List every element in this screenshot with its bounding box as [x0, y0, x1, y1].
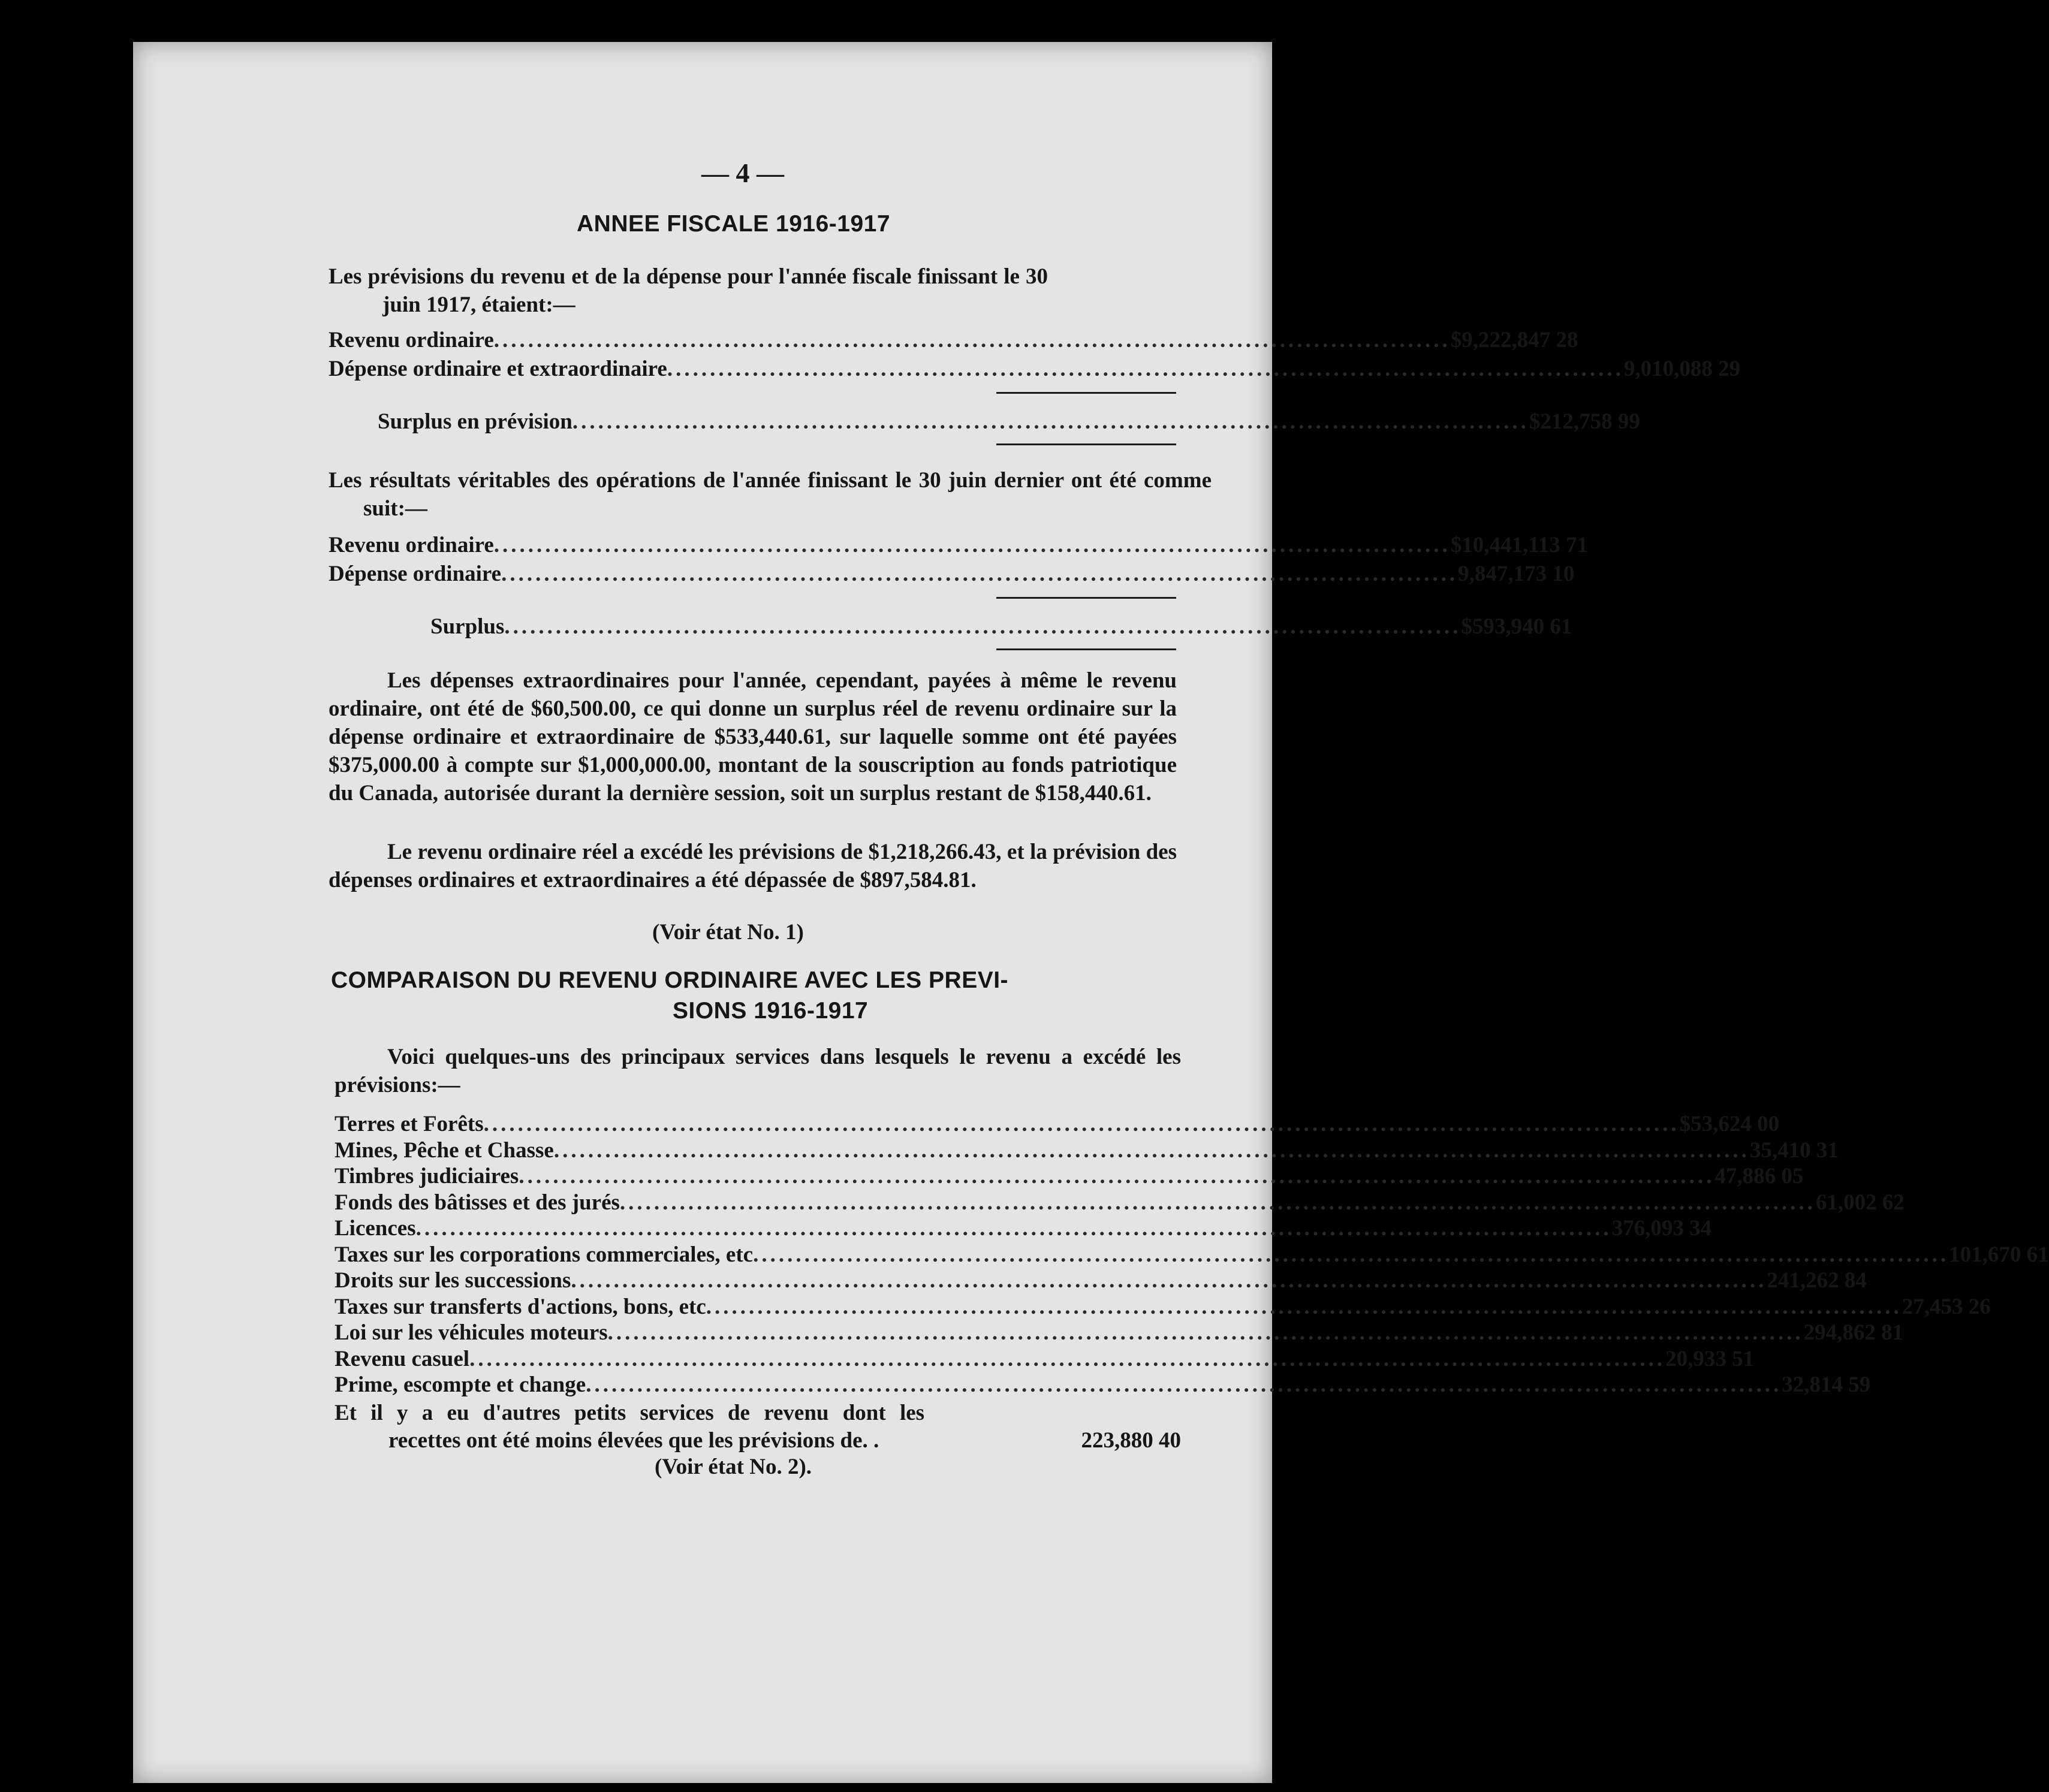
see-statement-2: (Voir état No. 2).	[655, 1455, 812, 1479]
row-amount: 9,222,847 28	[1462, 328, 1578, 352]
row-amount: 61,002 62	[1815, 1190, 1905, 1215]
row-label: Revenu ordinaire	[329, 328, 494, 352]
row-label: recettes ont été moins élevées que les prévisions de. .	[388, 1428, 879, 1453]
row-amount: 20,933 51	[1665, 1346, 1755, 1371]
row-label: Dépense ordinaire et extraordinaire	[329, 357, 667, 381]
row-label: Droits sur les successions	[335, 1268, 571, 1293]
row-label: Surplus	[430, 614, 505, 639]
sum-rule	[996, 392, 1176, 394]
row-currency: $	[1450, 328, 1462, 352]
row-label: Timbres judiciaires	[335, 1164, 519, 1188]
leader-dots: ............................................................................................................................................	[586, 1372, 1782, 1397]
row-label: Terres et Forêts	[335, 1112, 484, 1136]
row-label: Revenu ordinaire	[329, 533, 494, 557]
other-services-row	[388, 1428, 1181, 1454]
extraordinary-expenses-paragraph: Les dépenses extraordinaires pour l'année, cependant, payées à même le revenu ordinaire, ont été de $60,500.00, ce qui donne un surplus réel de revenu ordinaire sur la dépense ordinaire et extraordinaire de $533,440.61, sur laquelle somme ont été payées $375,000.00 à compte sur $1,000,000.00, montant de la souscription au fonds patriotique du Canada, autorisée durant la dernière session, soit un surplus restant de $158,440.61.	[329, 668, 1177, 806]
leader-dots: ............................................................................................................................................	[706, 1294, 1902, 1319]
service-row	[335, 1294, 1991, 1320]
leader-dots: ............................................................................................................................................	[483, 1112, 1680, 1136]
leader-dots: ................................................................................................................	[667, 357, 1624, 381]
leader-dots: ................................................................................................................	[493, 328, 1451, 352]
service-row	[335, 1268, 1867, 1294]
row-label: Taxes sur transferts d'actions, bons, etc	[335, 1294, 706, 1319]
row-amount: 9,010,088 29	[1623, 357, 1741, 381]
service-row	[335, 1372, 1871, 1398]
service-row	[335, 1190, 1905, 1216]
row-label: Prime, escompte et change	[335, 1372, 586, 1397]
leader-dots: ............................................................................................................................................	[415, 1216, 1612, 1241]
row-label: Licences	[335, 1216, 416, 1241]
row-label: Loi sur les véhicules moteurs	[335, 1320, 608, 1345]
row-label: Fonds des bâtisses et des jurés	[335, 1190, 620, 1215]
forecast-total-row	[378, 409, 1640, 435]
row-currency: $	[1450, 533, 1462, 557]
row-amount: 32,814 59	[1782, 1372, 1871, 1397]
page-number: — 4 —	[701, 158, 784, 188]
leader-dots: ................................................................................................................	[493, 533, 1451, 557]
service-row	[335, 1346, 1755, 1372]
other-services-line	[335, 1400, 1181, 1426]
row-amount: 294,862 81	[1803, 1320, 1904, 1345]
leader-dots: ............................................................................................................................................	[519, 1164, 1715, 1188]
section-title-fiscal-year: ANNEE FISCALE 1916-1917	[577, 211, 891, 237]
service-row	[335, 1111, 1780, 1138]
row-label: Taxes sur les corporations commerciales, etc	[335, 1242, 754, 1267]
leader-dots: ............................................................................................................................................	[571, 1268, 1767, 1293]
leader-dots: ................................................................................................................	[501, 562, 1459, 586]
row-label: Revenu casuel	[335, 1346, 470, 1371]
leader-dots: ............................................................................................................................................	[469, 1346, 1666, 1371]
row-label: Dépense ordinaire	[329, 562, 502, 586]
row-amount: 35,410 31	[1749, 1138, 1839, 1163]
leader-dots: ................................................................................................................	[504, 614, 1462, 639]
excess-paragraph: Le revenu ordinaire réel a excédé les prévisions de $1,218,266.43, et la prévision des dépenses ordinaires et extraordinaires a été dépassée de $897,584.81.	[329, 840, 1177, 892]
services-intro: Voici quelques-uns des principaux services dans lesquels le revenu a excédé les prévisions:—	[335, 1045, 1181, 1097]
row-amount: 241,262 84	[1767, 1268, 1867, 1293]
sum-rule	[996, 648, 1176, 650]
service-row	[335, 1163, 1804, 1190]
leader-dots: ............................................................................................................................................	[753, 1242, 1949, 1267]
row-amount: 10,441,113 71	[1462, 533, 1589, 557]
see-statement-1: (Voir état No. 1)	[652, 920, 804, 945]
row-label: Et il y a eu d'autres petits services de revenu dont les	[335, 1401, 925, 1425]
leader-dots: ............................................................................................................................................	[607, 1320, 1804, 1345]
row-label: Mines, Pêche et Chasse	[335, 1138, 554, 1163]
leader-dots: ............................................................................................................................................	[619, 1190, 1816, 1215]
forecast-intro: Les prévisions du revenu et de la dépense pour l'année fiscale finissant le 30 juin 1917, étaient:—	[329, 264, 1048, 317]
row-amount: 212,758 99	[1540, 409, 1640, 434]
row-amount: 53,624 00	[1691, 1112, 1780, 1136]
results-row	[329, 561, 1575, 587]
service-row	[335, 1215, 1712, 1242]
row-amount: 376,093 34	[1611, 1216, 1712, 1241]
service-row	[335, 1138, 1839, 1164]
row-label: Surplus en prévision	[378, 409, 572, 434]
forecast-row	[329, 356, 1741, 382]
forecast-row	[329, 327, 1578, 354]
leader-dots: ............................................................................................................................................	[553, 1138, 1750, 1163]
sum-rule	[996, 444, 1176, 445]
row-currency: $	[1529, 409, 1541, 434]
results-total-row	[430, 614, 1572, 640]
leader-dots: ................................................................................................................	[572, 409, 1529, 434]
service-row	[335, 1320, 1904, 1346]
row-amount: 9,847,173 10	[1458, 562, 1575, 586]
row-amount: 223,880 40	[1081, 1428, 1181, 1453]
section-title-comparison: COMPARAISON DU REVENU ORDINAIRE AVEC LES PREVI-	[331, 967, 1009, 993]
row-amount: 593,940 61	[1472, 614, 1572, 639]
row-currency: $	[1679, 1112, 1691, 1136]
service-row	[335, 1242, 2049, 1268]
sum-rule	[996, 597, 1176, 599]
row-amount: 27,453 26	[1902, 1294, 1991, 1319]
row-amount: 101,670 61	[1949, 1242, 2049, 1267]
results-intro: Les résultats véritables des opérations de l'année finissant le 30 juin dernier ont été comme suit:—	[329, 468, 1212, 521]
row-amount: 47,886 05	[1714, 1164, 1804, 1188]
section-title-comparison-cont: SIONS 1916-1917	[673, 998, 869, 1024]
results-row	[329, 532, 1589, 559]
row-currency: $	[1461, 614, 1472, 639]
